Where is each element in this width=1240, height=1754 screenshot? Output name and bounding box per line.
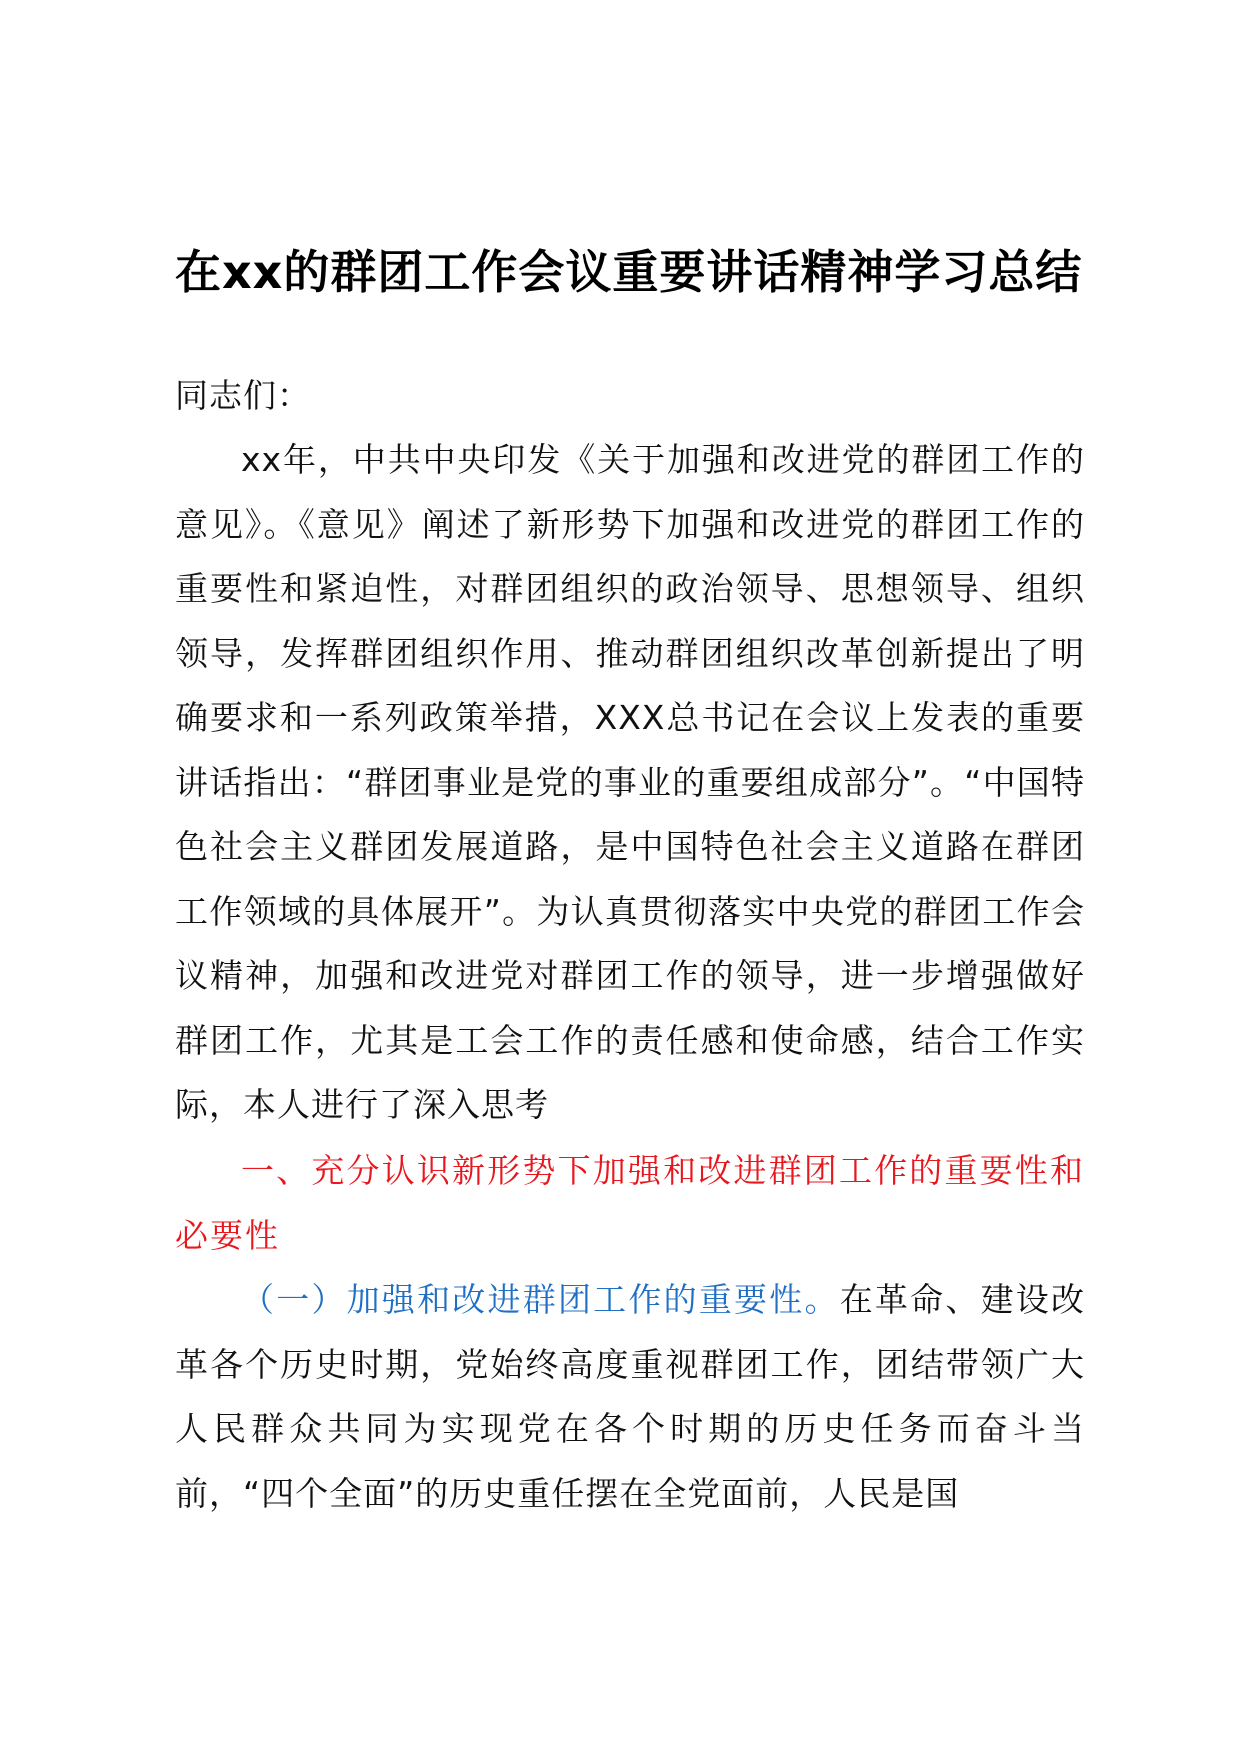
section-heading-1: 一、充分认识新形势下加强和改进群团工作的重要性和必要性 [175,1151,1085,1255]
intro-paragraph: xx年，中共中央印发《关于加强和改进党的群团工作的意见》。《意见》阐述了新形势下加强和改进党的群团工作的重要性和紧迫性，对群团组织的政治领导、思想领导、组织领导，发挥群团组织作用、推动群团组织改革创新提出了明确要求和一系列政策举措，XXX总书记在会议上发表的重要讲话指出：“群团事业是党的事业的重要组成部分”。“中国特色社会主义群团发展道路，是中国特色社会主义道路在群团工作领域的具体展开”。为认真贯彻落实中央党的群团工作会议精神，加强和改进党对群团工作的领导，进一步增强做好群团工作，尤其是工会工作的责任感和使命感，结合工作实际，本人进行了深入思考 [175,440,1085,1124]
salutation: 同志们： [175,376,311,415]
subsection-heading-1: （一）加强和改进群团工作的重要性。 [241,1280,840,1319]
document-title: 在xx的群团工作会议重要讲话精神学习总结 [175,245,1083,299]
subsection-paragraph-1 [175,1268,1085,1526]
subsection-text-1: 在革命、建设改革各个历史时期，党始终高度重视群团工作，团结带领广大人民群众共同为实现党在各个时期的历史任务而奋斗当前，“四个全面”的历史重任摆在全党面前，人民是国 [175,1280,1086,1513]
